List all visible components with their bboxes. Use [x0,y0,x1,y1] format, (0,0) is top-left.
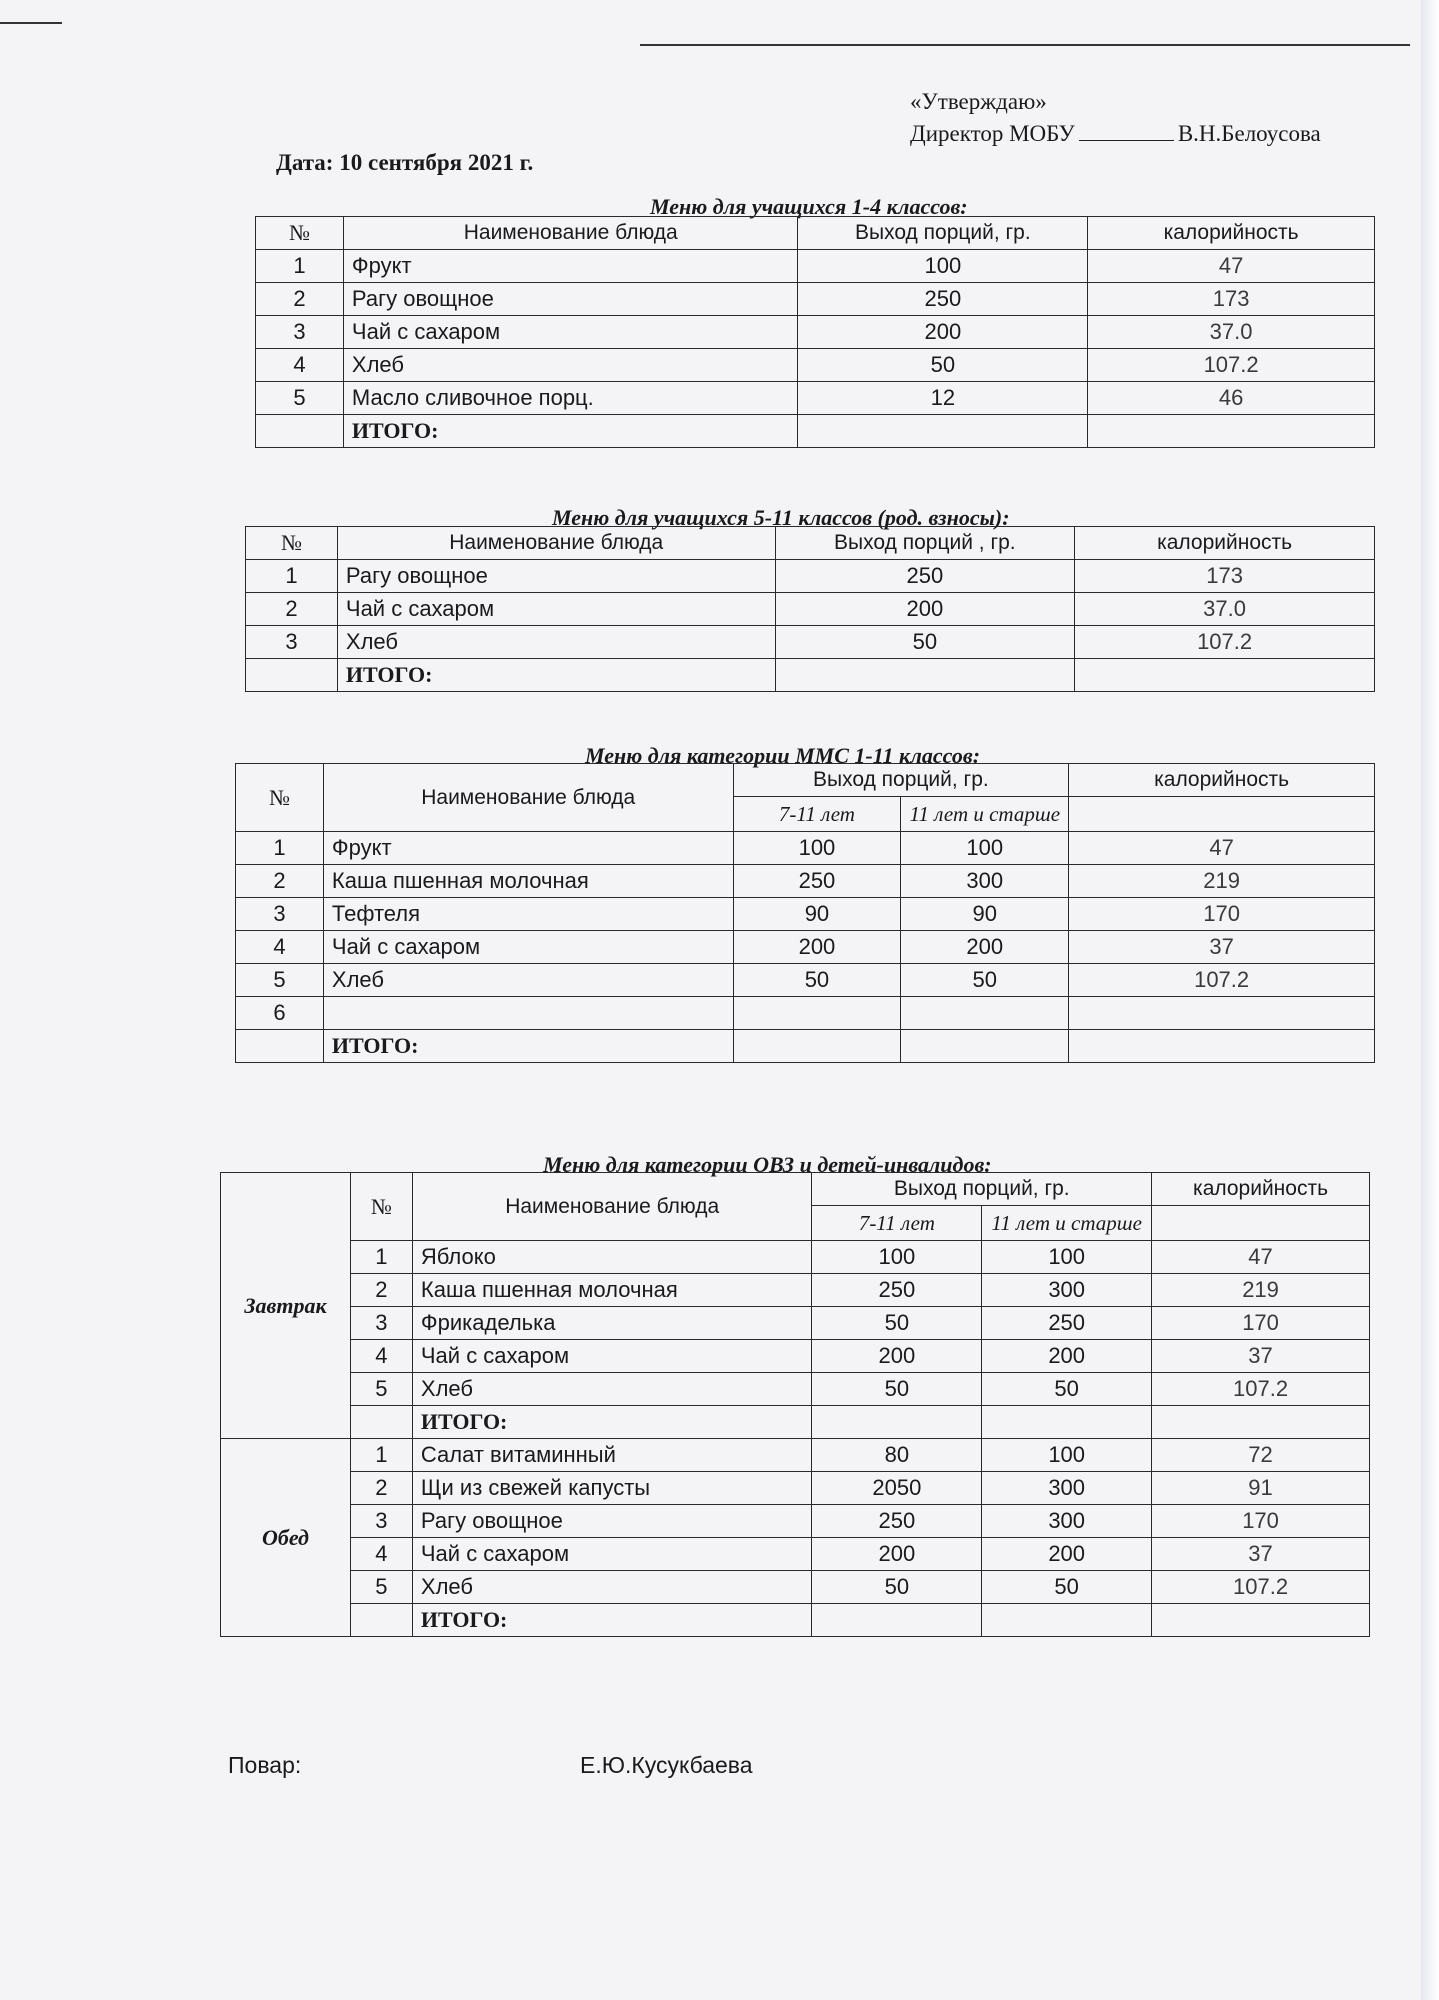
row-num: 5 [256,382,344,415]
table-row [236,997,1375,1030]
row-yield: 12 [798,382,1088,415]
row-calories: 47 [1088,250,1375,283]
table-row [256,316,1375,349]
header-yield: Выход порций , гр. [775,527,1075,560]
total-row [221,1604,1370,1637]
row-num: 4 [256,349,344,382]
row-dish: Рагу овощное [343,283,798,316]
meal-lunch: Обед [221,1439,351,1637]
row-num: 1 [236,832,324,865]
row-num: 2 [350,1274,412,1307]
row-dish: Хлеб [412,1373,812,1406]
top-rule-right [640,44,1410,46]
row-dish: Каша пшенная молочная [323,865,733,898]
table-row [256,250,1375,283]
row-yield-11-plus: 50 [901,964,1069,997]
row-calories: 107.2 [1152,1373,1370,1406]
row-yield-7-11: 200 [733,931,901,964]
row-yield: 200 [798,316,1088,349]
row-yield-11-plus: 300 [982,1505,1152,1538]
row-dish: Яблоко [412,1241,812,1274]
row-yield: 200 [775,593,1075,626]
row-calories: 219 [1069,865,1375,898]
row-yield-7-11: 250 [812,1274,982,1307]
table-row [221,1571,1370,1604]
row-yield-7-11: 250 [812,1505,982,1538]
row-dish: Хлеб [337,626,775,659]
row-yield-7-11: 2050 [812,1472,982,1505]
header-dish: Наименование блюда [337,527,775,560]
header-calories: калорийность [1088,217,1375,250]
table-row [256,283,1375,316]
row-yield: 50 [775,626,1075,659]
total-label: ИТОГО: [412,1604,812,1637]
menu-date: Дата: 10 сентября 2021 г. [276,150,534,175]
approval-name: В.Н.Белоусова [1177,121,1321,146]
row-yield-7-11: 200 [812,1340,982,1373]
row-yield-11-plus: 50 [982,1373,1152,1406]
table-row [236,964,1375,997]
cook-label: Повар: [228,1752,302,1778]
row-yield-11-plus: 300 [901,865,1069,898]
table-row [221,1505,1370,1538]
meal-breakfast: Завтрак [221,1173,351,1439]
top-rule-left [0,22,62,24]
header-age-11-plus: 11 лет и старше [982,1206,1152,1241]
row-yield-7-11: 250 [733,865,901,898]
row-num: 3 [350,1307,412,1340]
row-num: 5 [236,964,324,997]
total-label: ИТОГО: [337,659,775,692]
row-num: 2 [350,1472,412,1505]
total-label: ИТОГО: [343,415,798,448]
row-calories: 46 [1088,382,1375,415]
row-dish: Чай с сахаром [337,593,775,626]
table-row [221,1439,1370,1472]
row-calories: 47 [1152,1241,1370,1274]
table2 [245,526,1375,692]
header-dish: Наименование блюда [343,217,798,250]
table4-caption: Меню для категории ОВЗ и детей-инвалидов: [543,1152,992,1177]
row-num: 1 [350,1439,412,1472]
row-num: 3 [246,626,338,659]
row-calories: 170 [1069,898,1375,931]
table-row [236,865,1375,898]
row-yield: 100 [798,250,1088,283]
row-dish: Чай с сахаром [323,931,733,964]
header-age-11-plus: 11 лет и старше [901,797,1069,832]
row-calories: 107.2 [1069,964,1375,997]
row-num: 4 [350,1538,412,1571]
row-yield-7-11: 100 [812,1241,982,1274]
row-num: 1 [246,560,338,593]
total-row [221,1406,1370,1439]
header-dish: Наименование блюда [412,1173,812,1241]
row-dish: Чай с сахаром [412,1538,812,1571]
table-row [246,626,1375,659]
row-num: 4 [350,1340,412,1373]
total-label: ИТОГО: [323,1030,733,1063]
row-dish: Салат витаминный [412,1439,812,1472]
table-row [236,832,1375,865]
header-age-7-11: 7-11 лет [733,797,901,832]
header-num: № [246,527,338,560]
header-num: № [350,1173,412,1241]
table-row [221,1538,1370,1571]
total-row [246,659,1375,692]
row-calories: 107.2 [1152,1571,1370,1604]
page-edge [1421,0,1439,2000]
row-num: 1 [256,250,344,283]
total-row [236,1030,1375,1063]
row-yield-11-plus: 200 [901,931,1069,964]
approval-block [910,86,1321,150]
row-calories: 173 [1075,560,1375,593]
row-calories: 72 [1152,1439,1370,1472]
table-row [221,1241,1370,1274]
row-num: 2 [256,283,344,316]
row-yield: 50 [798,349,1088,382]
total-label: ИТОГО: [412,1406,812,1439]
row-yield-7-11: 200 [812,1538,982,1571]
row-num: 3 [256,316,344,349]
header-yield: Выход порций, гр. [733,764,1069,797]
header-yield: Выход порций, гр. [798,217,1088,250]
row-yield-11-plus: 200 [982,1538,1152,1571]
table3-caption: Меню для категории ММС 1-11 классов: [585,743,981,768]
row-calories: 37.0 [1088,316,1375,349]
row-dish: Чай с сахаром [343,316,798,349]
table-row [236,931,1375,964]
table-row [246,593,1375,626]
row-yield-11-plus [901,997,1069,1030]
table-row [221,1373,1370,1406]
table1 [255,216,1375,448]
table-row [221,1274,1370,1307]
header-yield: Выход порций, гр. [812,1173,1152,1206]
row-calories: 170 [1152,1505,1370,1538]
row-calories: 170 [1152,1307,1370,1340]
row-num: 3 [350,1505,412,1538]
row-calories: 107.2 [1075,626,1375,659]
table-row [236,898,1375,931]
row-dish: Фрукт [323,832,733,865]
table-row [256,382,1375,415]
row-yield: 250 [798,283,1088,316]
table3 [235,763,1375,1063]
row-num: 5 [350,1571,412,1604]
header-num: № [236,764,324,832]
row-dish: Щи из свежей капусты [412,1472,812,1505]
row-num: 2 [246,593,338,626]
row-yield-7-11: 50 [733,964,901,997]
approval-position: Директор МОБУ [910,121,1075,146]
row-num: 1 [350,1241,412,1274]
row-calories: 37 [1152,1340,1370,1373]
header-dish: Наименование блюда [323,764,733,832]
row-dish [323,997,733,1030]
table-row [256,349,1375,382]
header-calories: калорийность [1069,764,1375,797]
header-age-7-11: 7-11 лет [812,1206,982,1241]
row-dish: Хлеб [343,349,798,382]
row-dish: Рагу овощное [337,560,775,593]
row-dish: Каша пшенная молочная [412,1274,812,1307]
cook-name: Е.Ю.Кусукбаева [580,1752,753,1778]
approval-title: «Утверждаю» [910,89,1047,114]
row-dish: Масло сливочное порц. [343,382,798,415]
header-calories: калорийность [1075,527,1375,560]
row-dish: Тефтеля [323,898,733,931]
row-yield-11-plus: 100 [901,832,1069,865]
row-num: 3 [236,898,324,931]
table4 [220,1172,1370,1637]
signature-line [1079,120,1174,141]
table-row [221,1340,1370,1373]
row-dish: Хлеб [412,1571,812,1604]
row-num: 4 [236,931,324,964]
row-calories: 219 [1152,1274,1370,1307]
row-calories: 107.2 [1088,349,1375,382]
header-num: № [256,217,344,250]
row-calories: 37 [1069,931,1375,964]
row-num: 2 [236,865,324,898]
row-num: 6 [236,997,324,1030]
row-yield-11-plus: 100 [982,1241,1152,1274]
table-row [246,560,1375,593]
row-calories: 173 [1088,283,1375,316]
row-calories: 91 [1152,1472,1370,1505]
row-dish: Фрикаделька [412,1307,812,1340]
row-yield-11-plus: 300 [982,1472,1152,1505]
row-yield-11-plus: 300 [982,1274,1152,1307]
row-yield-7-11 [733,997,901,1030]
row-yield-7-11: 50 [812,1571,982,1604]
row-yield-7-11: 100 [733,832,901,865]
row-dish: Хлеб [323,964,733,997]
row-yield-7-11: 50 [812,1307,982,1340]
row-yield-11-plus: 200 [982,1340,1152,1373]
row-yield-11-plus: 100 [982,1439,1152,1472]
table-row [221,1472,1370,1505]
table1-caption: Меню для учащихся 1-4 классов: [650,194,968,219]
row-yield-7-11: 90 [733,898,901,931]
row-calories [1069,997,1375,1030]
row-yield-11-plus: 50 [982,1571,1152,1604]
row-yield-11-plus: 250 [982,1307,1152,1340]
row-num: 5 [350,1373,412,1406]
row-yield: 250 [775,560,1075,593]
table-row [221,1307,1370,1340]
table2-caption: Меню для учащихся 5-11 классов (род. взносы): [552,505,1010,530]
row-yield-7-11: 50 [812,1373,982,1406]
row-dish: Фрукт [343,250,798,283]
row-calories: 37.0 [1075,593,1375,626]
row-dish: Чай с сахаром [412,1340,812,1373]
row-dish: Рагу овощное [412,1505,812,1538]
header-calories: калорийность [1152,1173,1370,1206]
total-row [256,415,1375,448]
row-yield-11-plus: 90 [901,898,1069,931]
row-yield-7-11: 80 [812,1439,982,1472]
row-calories: 37 [1152,1538,1370,1571]
row-calories: 47 [1069,832,1375,865]
